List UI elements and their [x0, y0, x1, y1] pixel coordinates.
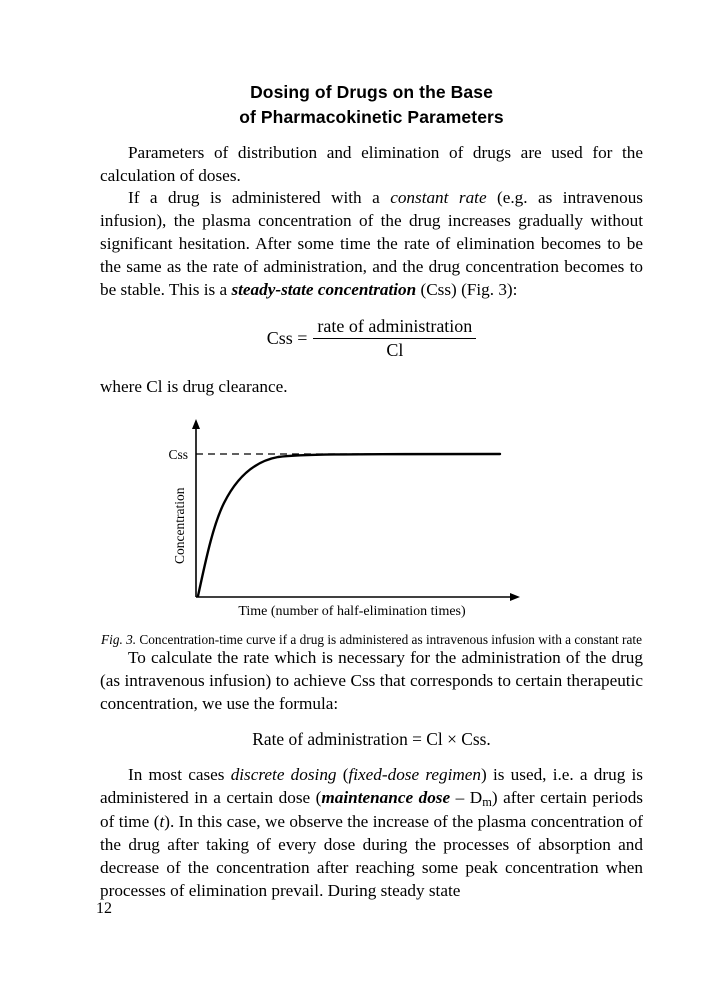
term-constant-rate: constant rate — [390, 188, 487, 208]
chart-css-label: Css — [168, 446, 188, 462]
paragraph-2-part-a: If a drug is administered with a — [128, 188, 391, 208]
formula-css-numerator: rate of administration — [313, 316, 476, 339]
term-time-t: t — [159, 811, 165, 831]
page-title-line-2: of Pharmacokinetic Parameters — [239, 106, 504, 127]
page-title-line-1: Dosing of Drugs on the Base — [250, 82, 493, 102]
term-discrete-dosing: discrete dosing — [230, 765, 337, 785]
clearance-note: where Cl is drug clearance. — [100, 376, 288, 396]
formula-css — [100, 316, 643, 361]
paragraph-2-part-c: (Css) (Fig. 3): — [416, 279, 518, 299]
paragraph-4-part-c: ) is used, i.e. a drug is administered in a certain dose ( — [100, 765, 643, 808]
term-maintenance-dose: maintenance dose — [321, 788, 451, 808]
chart-y-axis-label: Concentration — [172, 487, 187, 564]
paragraph-1 — [100, 142, 643, 188]
formula-css-lhs: Css = — [266, 327, 308, 348]
figure-caption — [100, 631, 643, 649]
term-steady-state-concentration: steady-state concentration — [231, 279, 417, 299]
figure-caption-text: Concentration-time curve if a drug is administered as intravenous infusion with a constant rate — [136, 631, 642, 647]
term-fixed-dose-regimen: fixed-dose regimen — [348, 765, 482, 785]
formula-rate-of-administration: Rate of administration = Cl × Css. — [252, 729, 491, 750]
page-number: 12 — [96, 900, 112, 917]
paragraph-4-part-d: – D — [450, 788, 483, 808]
formula-css-fraction — [313, 316, 476, 361]
page-content — [100, 80, 643, 902]
figure-3 — [100, 419, 643, 647]
formula-css-denominator: Cl — [386, 339, 404, 360]
paragraph-4 — [100, 764, 643, 902]
paragraph-4-part-e: ) after certain periods of time ( — [100, 788, 643, 831]
subscript-m: m — [482, 795, 492, 810]
page-title — [100, 80, 643, 130]
figure-caption-label: Fig. 3. — [101, 631, 137, 647]
paragraph-1-text: Parameters of distribution and elimination of drugs are used for the calculation of doses. — [100, 142, 643, 185]
paragraph-3-text: To calculate the rate which is necessary for the administration of the drug (as intravenous infusion) to achieve Css that corresponds to certain therapeutic concentration, we use the formula: — [100, 647, 643, 713]
paragraph-2-part-b: (e.g. as intravenous infusion), the plasma concentration of the drug increases gradually without significant hesitation. After some time the rate of elimination becomes to be the same as the rate of administration, and the drug concentration becomes to be stable. This is a — [100, 188, 643, 299]
concentration-time-chart — [100, 419, 520, 619]
paragraph-2 — [100, 187, 643, 301]
paragraph-4-part-b: ( — [336, 765, 349, 785]
paragraph-4-part-a: In most cases — [128, 765, 231, 785]
paragraph-4-part-f: ). In this case, we observe the increase of the plasma concentration of the drug after taking of every dose during the processes of absorption and decrease of the concentration after reaching some peak concentration when processes of elimination prevail. During steady state — [100, 811, 643, 900]
chart-x-axis-label: Time (number of half-elimination times) — [238, 603, 466, 619]
paragraph-3 — [100, 647, 643, 716]
